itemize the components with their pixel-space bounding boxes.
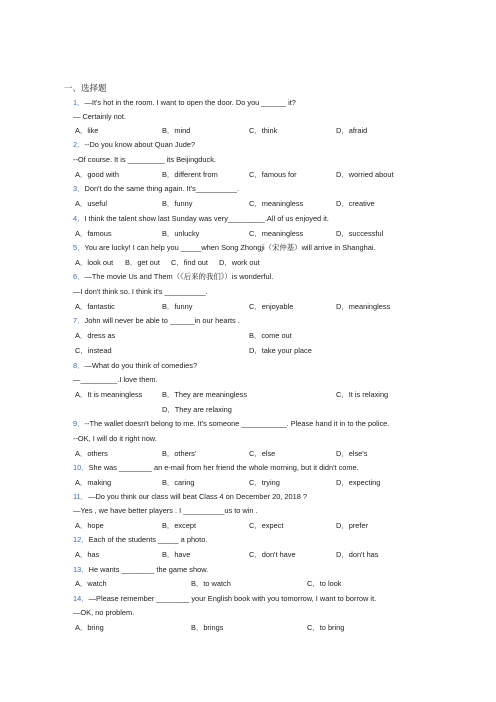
question-1-stem-line2: — Certainly not. — [73, 112, 126, 121]
option-b[interactable]: B．have — [162, 550, 191, 559]
question-9-stem — [73, 419, 389, 429]
option-a[interactable]: A．good with — [75, 170, 119, 179]
option-b[interactable]: B．funny — [162, 302, 193, 311]
option-b[interactable]: B．mind — [162, 126, 191, 135]
option-c[interactable]: C．trying — [249, 478, 280, 487]
question-number: 7． — [73, 316, 85, 325]
question-1-stem — [73, 98, 296, 108]
option-a[interactable]: A．hope — [75, 521, 104, 530]
question-number: 8． — [73, 361, 85, 370]
question-number: 4． — [73, 214, 85, 223]
question-text: She was ________ an e-mail from her friend the whole morning, but it didn't come. — [88, 463, 359, 472]
option-c[interactable]: C．famous for — [249, 170, 297, 179]
question-5-stem — [73, 243, 376, 253]
question-number: 11． — [73, 492, 89, 501]
option-b[interactable]: B．brings — [191, 623, 224, 632]
option-d[interactable]: D．prefer — [336, 521, 369, 530]
question-text: Don't do the same thing again. It's__________. — [84, 184, 239, 193]
question-text: —Please remember ________ your English book with you tomorrow, I want to borrow it. — [88, 594, 377, 603]
question-number: 2． — [73, 140, 85, 149]
option-c[interactable]: C．to look — [307, 579, 342, 588]
option-c[interactable]: C．expect — [249, 521, 284, 530]
question-text: You are lucky! I can help you _____when Song Zhongji（宋仲基）will arrive in Shanghai. — [84, 243, 376, 252]
option-a[interactable]: A．It is meaningless — [75, 390, 143, 399]
option-c[interactable]: C．instead — [75, 346, 112, 355]
question-12-stem — [73, 535, 207, 545]
question-6-stem — [73, 272, 273, 282]
option-a[interactable]: A．famous — [75, 229, 112, 238]
option-d[interactable]: D．take your place — [249, 346, 312, 355]
question-4-stem — [73, 214, 329, 224]
option-d[interactable]: D．successful — [336, 229, 384, 238]
question-6-stem-line2: —I don't think so. I think it's __________. — [73, 287, 208, 296]
option-c[interactable]: C．enjoyable — [249, 302, 294, 311]
question-text: --Do you know about Quan Jude? — [84, 140, 196, 149]
option-b[interactable]: B．except — [162, 521, 197, 530]
option-b[interactable]: B．They are meaningless — [162, 390, 248, 399]
option-b[interactable]: B．unlucky — [162, 229, 200, 238]
option-d[interactable]: D．They are relaxing — [162, 405, 232, 414]
option-d[interactable]: D．worried about — [336, 170, 394, 179]
option-a[interactable]: A．bring — [75, 623, 104, 632]
option-d[interactable]: D．else's — [336, 449, 368, 458]
option-b[interactable]: B．come out — [249, 331, 292, 340]
option-c[interactable]: C．to bring — [307, 623, 345, 632]
option-b[interactable]: B．to watch — [191, 579, 231, 588]
question-7-stem — [73, 316, 240, 326]
option-a[interactable]: A．has — [75, 550, 100, 559]
option-c[interactable]: C．don't have — [249, 550, 296, 559]
question-text: He wants ________ the game show. — [88, 565, 209, 574]
question-2-stem-line2: --Of course. It is _________ its Beijingduck. — [73, 155, 216, 164]
option-a[interactable]: A．fantastic — [75, 302, 115, 311]
question-text: John will never be able to ______in our hearts . — [84, 316, 240, 325]
question-number: 12． — [73, 535, 89, 544]
option-c[interactable]: C．meaningless — [249, 229, 304, 238]
question-2-stem — [73, 140, 195, 150]
question-number: 6． — [73, 272, 85, 281]
question-text: I think the talent show last Sunday was very_________.All of us enjoyed it. — [84, 214, 329, 223]
question-text: —What do you think of comedies? — [84, 361, 198, 370]
question-number: 14． — [73, 594, 89, 603]
question-13-stem — [73, 565, 208, 575]
option-d[interactable]: D．expecting — [336, 478, 381, 487]
option-a[interactable]: A．others — [75, 449, 108, 458]
question-text: —Do you think our class will beat Class 4 on December 20, 2018 ? — [88, 492, 308, 501]
question-14-stem-line2: —OK, no problem. — [73, 608, 135, 617]
question-3-stem — [73, 184, 239, 194]
question-number: 3． — [73, 184, 85, 193]
question-number: 9． — [73, 419, 85, 428]
option-a[interactable]: A．like — [75, 126, 99, 135]
option-b[interactable]: B．others' — [162, 449, 197, 458]
question-8-stem — [73, 361, 197, 371]
question-text: —It's hot in the room. I want to open the door. Do you ______ it? — [84, 98, 296, 107]
option-a[interactable]: A．dress as — [75, 331, 116, 340]
option-a[interactable]: A．look out — [75, 258, 114, 267]
section-title: 一、选择题 — [64, 83, 107, 93]
option-d[interactable]: D．creative — [336, 199, 375, 208]
question-14-stem — [73, 594, 376, 604]
question-text: --The wallet doesn't belong to me. It's someone ___________. Please hand it in to the police. — [84, 419, 390, 428]
option-c[interactable]: C．find out — [171, 258, 208, 267]
question-text: Each of the students _____ a photo. — [88, 535, 208, 544]
option-d[interactable]: D．meaningless — [336, 302, 391, 311]
option-b[interactable]: B．get out — [125, 258, 160, 267]
option-d[interactable]: D．afraid — [336, 126, 368, 135]
question-10-stem — [73, 463, 359, 473]
option-b[interactable]: B．caring — [162, 478, 195, 487]
question-11-stem-line2: —Yes , we have better players . I __________us to win . — [73, 506, 258, 515]
question-number: 1． — [73, 98, 85, 107]
option-c[interactable]: C．It is relaxing — [336, 390, 389, 399]
option-c[interactable]: C．else — [249, 449, 276, 458]
option-c[interactable]: C．meaningless — [249, 199, 304, 208]
option-a[interactable]: A．watch — [75, 579, 107, 588]
option-b[interactable]: B．funny — [162, 199, 193, 208]
question-number: 13． — [73, 565, 89, 574]
option-c[interactable]: C．think — [249, 126, 278, 135]
option-b[interactable]: B．different from — [162, 170, 218, 179]
question-8-stem-line2: —_________.I love them. — [73, 375, 158, 384]
option-d[interactable]: D．work out — [219, 258, 260, 267]
question-9-stem-line2: --OK, I will do it right now. — [73, 434, 157, 443]
option-a[interactable]: A．making — [75, 478, 112, 487]
option-d[interactable]: D．don't has — [336, 550, 379, 559]
question-11-stem — [73, 492, 307, 502]
question-number: 10． — [73, 463, 89, 472]
question-number: 5． — [73, 243, 85, 252]
option-a[interactable]: A．useful — [75, 199, 108, 208]
question-text: —The movie Us and Them（《后来的我们》）is wonderful. — [84, 272, 274, 281]
